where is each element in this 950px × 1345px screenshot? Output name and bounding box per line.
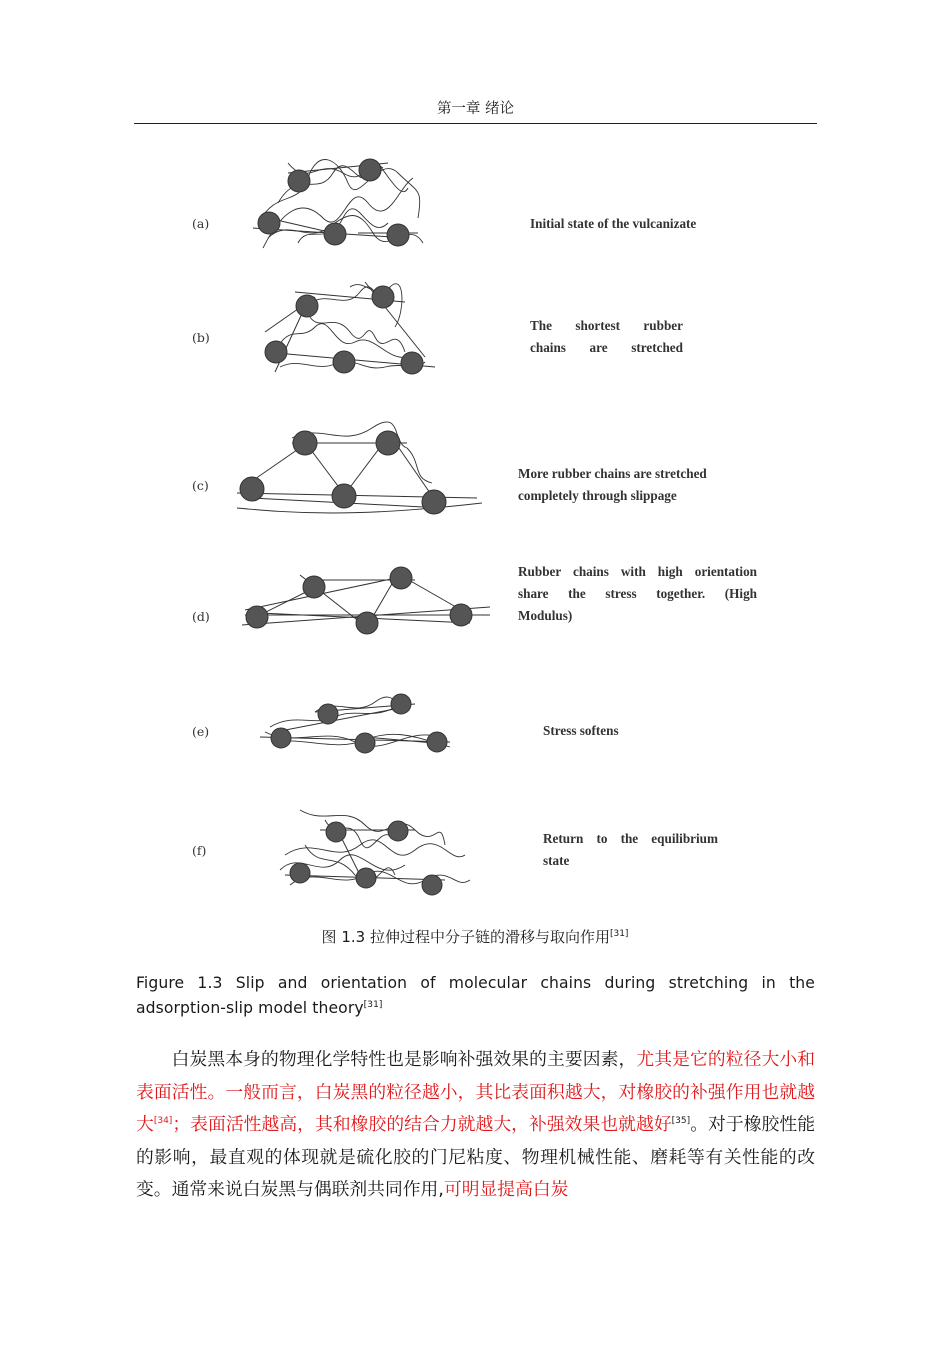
figure-caption-cn xyxy=(0,925,950,949)
body-paragraph xyxy=(136,1044,815,1207)
body-seg-5-highlight: 可明显提高白炭 xyxy=(443,1179,569,1200)
panel-label-f: (f) xyxy=(192,843,207,858)
panel-label-b: (b) xyxy=(192,330,210,345)
panel-desc-f xyxy=(543,828,718,872)
panel-desc-c-line-1: More rubber chains are stretched xyxy=(518,466,707,481)
figure-caption-en-ref[interactable]: [31] xyxy=(363,999,383,1010)
panel-desc-b xyxy=(530,315,683,359)
panel-f-diagram xyxy=(265,795,480,900)
panel-desc-b-line-1: The shortest rubber xyxy=(530,318,683,333)
panel-e-diagram xyxy=(255,682,460,762)
citation-34[interactable]: [34] xyxy=(153,1116,173,1127)
citation-35[interactable]: [35] xyxy=(671,1116,691,1127)
figure-caption-cn-ref[interactable]: [31] xyxy=(609,929,629,939)
chapter-title: 第一章 绪论 xyxy=(436,101,515,117)
panel-desc-d-line-3: Modulus) xyxy=(518,608,573,623)
panel-desc-d-line-2: share the stress together. (High xyxy=(518,586,757,601)
panel-desc-b-line-2: chains are stretched xyxy=(530,340,683,355)
panel-c-diagram xyxy=(232,418,482,528)
panel-desc-a: Initial state of the vulcanizate xyxy=(530,216,697,231)
panel-desc-f-line-1: Return to the equilibrium xyxy=(543,831,718,846)
panel-b-diagram xyxy=(255,272,445,387)
panel-desc-f-line-2: state xyxy=(543,853,570,868)
body-seg-2-highlight: 尤其是它的粒径大小和表面活性。一般而言，白炭黑的粒径越小，其比表面积越大，对橡胶的补强作用也就越大 xyxy=(136,1049,815,1135)
panel-desc-c-line-2: completely through slippage xyxy=(518,488,677,503)
panel-label-e: (e) xyxy=(192,724,210,739)
panel-label-a: (a) xyxy=(192,216,210,231)
panel-desc-d xyxy=(518,561,757,627)
panel-label-c: (c) xyxy=(192,478,209,493)
panel-d-diagram xyxy=(240,555,495,640)
body-seg-3-highlight: ；表面活性越高，其和橡胶的结合力就越大，补强效果也就越好 xyxy=(172,1114,672,1135)
panel-label-d: (d) xyxy=(192,609,210,624)
panel-desc-e: Stress softens xyxy=(543,723,619,738)
body-seg-1: 白炭黑本身的物理化学特性也是影响补强效果的主要因素， xyxy=(171,1049,637,1070)
figure-caption-en-text: Figure 1.3 Slip and orientation of molecular chains during stretching in the adsorption-slip model theory xyxy=(136,974,815,1017)
panel-desc-c xyxy=(518,463,707,507)
panel-a-diagram xyxy=(248,148,438,258)
panel-desc-d-line-1: Rubber chains with high orientation xyxy=(518,564,757,579)
body-seg-4: 。对于橡胶性能的影响，最直观的体现就是硫化胶的门尼粘度、物理机械性能、磨耗等有关性能的改变。通常来说白炭黑与偶联剂共同作用, xyxy=(136,1114,815,1200)
figure-caption-en xyxy=(136,971,815,1021)
figure-caption-cn-text: 图 1.3 拉伸过程中分子链的滑移与取向作用 xyxy=(321,928,610,946)
